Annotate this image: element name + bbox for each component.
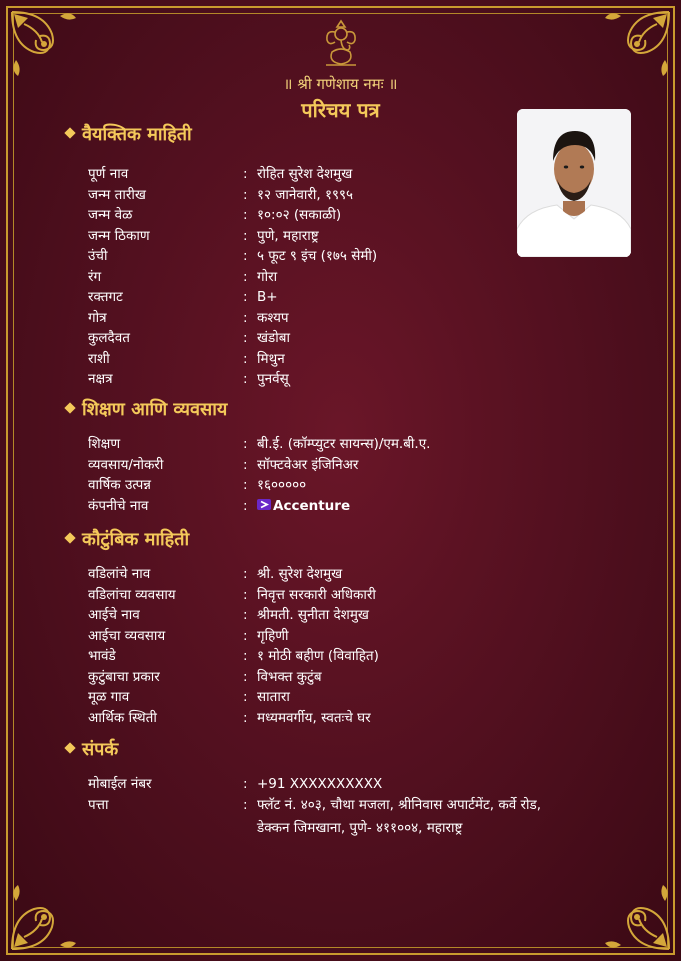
field-separator: : [243,309,248,326]
section-heading-text: शिक्षण आणि व्यवसाय [82,399,228,420]
field-separator: : [243,477,248,493]
field-label: पत्ता [88,796,109,813]
field-value: कश्यप [257,309,289,326]
field-separator: : [243,627,248,644]
field-separator: : [243,709,248,726]
diamond-bullet-icon [64,532,75,543]
field-separator: : [243,436,248,452]
field-label: व्यवसाय/नोकरी [88,456,164,473]
section-heading-text: कौटुंबिक माहिती [82,529,190,550]
field-value: १ मोठी बहीण (विवाहित) [257,648,379,664]
diamond-bullet-icon [64,402,75,413]
diamond-bullet-icon [64,742,75,753]
company-name: Accenture [273,497,351,514]
field-label: मूळ गाव [88,689,130,705]
field-label: आईचा व्यवसाय [88,627,166,644]
field-label: मोबाईल नंबर [88,776,152,792]
field-separator: : [243,668,248,685]
field-label: वार्षिक उत्पन्न [88,477,151,493]
accenture-logo-icon [257,499,271,510]
field-label: पूर्ण नाव [88,166,129,182]
field-separator: : [243,607,248,623]
field-separator: : [243,289,248,305]
field-separator: : [243,497,248,514]
field-separator: : [243,248,248,264]
field-separator: : [243,350,248,367]
field-separator: : [243,186,248,203]
field-value: सॉफ्टवेअर इंजिनिअर [257,456,359,473]
field-separator: : [243,796,248,813]
field-label: राशी [88,350,110,367]
address-line-2: डेक्कन जिमखाना, पुणे- ४११००४, महाराष्ट्र [257,820,463,836]
field-label: आईचे नाव [88,607,140,623]
field-value: गोरा [257,268,278,285]
field-value: गृहिणी [257,627,289,644]
field-label: आर्थिक स्थिती [88,709,157,726]
field-separator: : [243,776,248,792]
field-value: १६००००० [257,477,307,493]
field-value: श्रीमती. सुनीता देशमुख [257,607,369,623]
field-separator: : [243,566,248,582]
field-value [257,496,350,516]
field-label: रक्तगट [88,289,123,305]
field-label: उंची [88,248,108,264]
diamond-bullet-icon [64,127,75,138]
field-value: रोहित सुरेश देशमुख [257,166,353,182]
field-label: गोत्र [88,309,107,326]
section-heading-personal [66,122,192,146]
field-separator: : [243,166,248,182]
person-portrait-icon [517,109,631,257]
field-label: जन्म वेळ [88,207,133,223]
field-label: नक्षत्र [88,371,113,387]
field-label: कुलदैवत [88,330,130,346]
section-heading-family [66,527,189,551]
field-label: शिक्षण [88,436,121,452]
field-value: +91 XXXXXXXXXX [257,776,383,792]
shlok-heading: ॥ श्री गणेशाय नमः ॥ [283,75,398,93]
profile-photo [517,109,631,257]
field-value: फ्लॅट नं. ४०३, चौथा मजला, श्रीनिवास अपार्टमेंट, कर्वे रोड, [257,796,542,813]
section-heading-education [66,397,227,421]
field-label: वडिलांचे नाव [88,566,151,582]
section-heading-text: संपर्क [82,739,119,760]
field-separator: : [243,330,248,346]
field-separator: : [243,456,248,473]
page-title: परिचय पत्र [301,98,380,122]
corner-ornament-icon [587,867,677,957]
field-label: कंपनीचे नाव [88,497,149,514]
field-value: १०:०२ (सकाळी) [257,207,342,223]
field-value: B+ [257,289,278,305]
field-value: बी.ई. (कॉम्प्युटर सायन्स)/एम.बी.ए. [257,436,431,452]
field-label: रंग [88,268,102,285]
field-label: जन्म ठिकाण [88,227,150,244]
field-label: कुटुंबाचा प्रकार [88,668,160,685]
field-separator: : [243,227,248,244]
field-separator: : [243,648,248,664]
field-label: भावंडे [88,648,116,664]
field-value: श्री. सुरेश देशमुख [257,566,343,582]
field-value: ५ फूट ९ इंच (१७५ सेमी) [257,248,378,264]
field-value: पुनर्वसू [257,371,289,387]
field-value: खंडोबा [257,330,290,346]
section-heading-contact [66,737,118,761]
field-value: विभक्त कुटुंब [257,668,322,685]
field-separator: : [243,689,248,705]
field-label: जन्म तारीख [88,186,146,203]
corner-ornament-icon [4,867,94,957]
field-separator: : [243,371,248,387]
field-separator: : [243,586,248,603]
field-separator: : [243,207,248,223]
field-separator: : [243,268,248,285]
field-value: मिथुन [257,350,285,367]
field-value: १२ जानेवारी, १९९५ [257,186,354,203]
section-heading-text: वैयक्तिक माहिती [82,124,192,145]
field-value: मध्यमवर्गीय, स्वतःचे घर [257,709,371,726]
ganesha-icon [318,18,364,68]
field-value: सातारा [257,689,290,705]
field-value: निवृत्त सरकारी अधिकारी [257,586,376,603]
field-label: वडिलांचा व्यवसाय [88,586,176,603]
field-value: पुणे, महाराष्ट्र [257,227,319,244]
